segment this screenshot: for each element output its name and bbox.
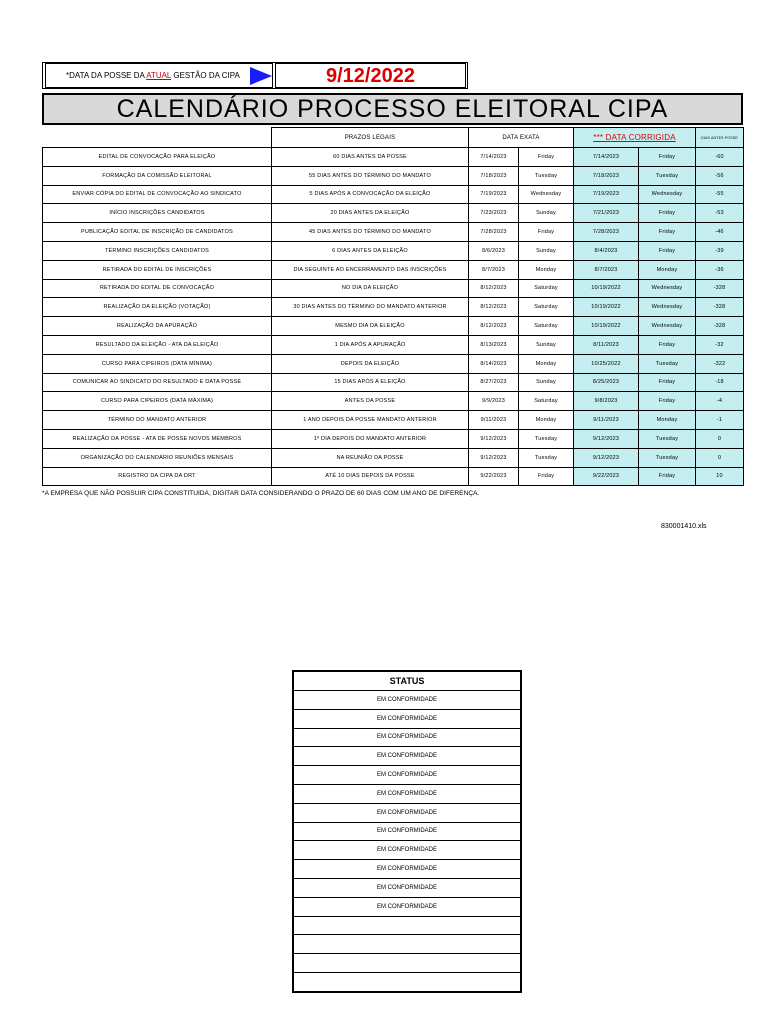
table-row (43, 411, 744, 430)
table-header-row (43, 128, 744, 148)
weekday-cell[interactable]: Sunday (519, 373, 574, 392)
weekday-corrigido-cell[interactable]: Friday (639, 373, 696, 392)
event-cell[interactable]: FORMAÇÃO DA COMISSÃO ELEITORAL (43, 166, 272, 185)
data-corrigida-cell[interactable]: 10/19/2022 (574, 279, 639, 298)
status-cell[interactable] (293, 916, 521, 935)
weekday-cell[interactable]: Wednesday (519, 185, 574, 204)
data-exata-cell[interactable]: 9/11/2023 (469, 411, 519, 430)
status-cell[interactable]: EM CONFORMIDADE (293, 803, 521, 822)
status-row (293, 878, 521, 897)
dias-antes-cell[interactable]: -328 (696, 317, 744, 336)
table-row (43, 467, 744, 486)
calendar-table (42, 127, 744, 486)
data-corrigida-cell[interactable]: 8/25/2023 (574, 373, 639, 392)
data-corrigida-cell[interactable]: 7/19/2023 (574, 185, 639, 204)
table-row (43, 260, 744, 279)
table-row (43, 317, 744, 336)
dias-antes-cell[interactable]: -53 (696, 204, 744, 223)
weekday-corrigido-cell[interactable]: Wednesday (639, 317, 696, 336)
data-exata-cell[interactable]: 8/13/2023 (469, 335, 519, 354)
data-exata-cell[interactable]: 7/23/2023 (469, 204, 519, 223)
status-cell[interactable] (293, 954, 521, 973)
prazo-cell[interactable]: 1º DIA DEPOIS DO MANDATO ANTERIOR (272, 429, 469, 448)
weekday-cell[interactable]: Tuesday (519, 429, 574, 448)
weekday-cell[interactable]: Monday (519, 411, 574, 430)
data-corrigida-cell[interactable]: 9/8/2023 (574, 392, 639, 411)
prazo-cell[interactable]: 1 DIA APÓS A APURAÇÃO (272, 335, 469, 354)
status-cell[interactable]: EM CONFORMIDADE (293, 822, 521, 841)
prazo-cell[interactable]: 60 DIAS ANTES DA POSSE (272, 148, 469, 167)
data-corrigida-cell[interactable]: 10/19/2022 (574, 298, 639, 317)
data-corrigida-cell[interactable]: 7/14/2023 (574, 148, 639, 167)
prazo-cell[interactable]: 30 DIAS ANTES DO TÉRMINO DO MANDATO ANTERIOR (272, 298, 469, 317)
event-cell[interactable]: PUBLICAÇÃO EDITAL DE INSCRIÇÃO DE CANDIDATOS (43, 223, 272, 242)
weekday-corrigido-cell[interactable]: Friday (639, 467, 696, 486)
dias-antes-cell[interactable]: -4 (696, 392, 744, 411)
prazo-cell[interactable]: 6 DIAS ANTES DA ELEIÇÃO (272, 241, 469, 260)
status-header-row (293, 671, 521, 691)
table-row (43, 448, 744, 467)
prazo-cell[interactable]: NA REUNIÃO DA POSSE (272, 448, 469, 467)
data-corrigida-cell[interactable]: 10/19/2022 (574, 317, 639, 336)
header-dias-antes-posse: DIAS ANTES POSSE (696, 128, 744, 148)
status-cell[interactable]: EM CONFORMIDADE (293, 747, 521, 766)
weekday-cell[interactable]: Tuesday (519, 448, 574, 467)
data-exata-cell[interactable]: 7/14/2023 (469, 148, 519, 167)
event-cell[interactable]: REGISTRO DA CIPA DA DRT (43, 467, 272, 486)
data-corrigida-cell[interactable]: 10/25/2022 (574, 354, 639, 373)
header-blank-cell (43, 128, 272, 148)
weekday-corrigido-cell[interactable]: Friday (639, 241, 696, 260)
status-row (293, 766, 521, 785)
table-row (43, 166, 744, 185)
status-cell[interactable] (293, 972, 521, 991)
header-prazos: PRAZOS LEGAIS (272, 128, 469, 148)
data-exata-cell[interactable]: 7/19/2023 (469, 185, 519, 204)
event-cell[interactable]: REALIZAÇÃO DA POSSE - ATA DE POSSE NOVOS MEMBROS (43, 429, 272, 448)
weekday-cell[interactable]: Tuesday (519, 166, 574, 185)
data-exata-cell[interactable]: 9/22/2023 (469, 467, 519, 486)
status-row (293, 935, 521, 954)
status-cell[interactable]: EM CONFORMIDADE (293, 784, 521, 803)
status-row (293, 691, 521, 710)
status-cell[interactable]: EM CONFORMIDADE (293, 897, 521, 916)
table-row (43, 429, 744, 448)
dias-antes-cell[interactable]: -36 (696, 260, 744, 279)
arrow-right-icon (250, 67, 272, 85)
table-row (43, 185, 744, 204)
prazo-cell[interactable]: ANTES DA POSSE (272, 392, 469, 411)
prazo-cell[interactable]: DIA SEGUINTE AO ENCERRAMENTO DAS INSCRIÇÕES (272, 260, 469, 279)
prazo-cell[interactable]: NO DIA DA ELEIÇÃO (272, 279, 469, 298)
event-cell[interactable]: CURSO PARA CIPEIROS (DATA MÁXIMA) (43, 392, 272, 411)
event-cell[interactable]: ORGANIZAÇÃO DO CALENDÁRIO REUNIÕES MENSAIS (43, 448, 272, 467)
weekday-corrigido-cell[interactable]: Friday (639, 223, 696, 242)
data-exata-cell[interactable]: 8/27/2023 (469, 373, 519, 392)
data-exata-cell[interactable]: 9/12/2023 (469, 429, 519, 448)
data-exata-cell[interactable]: 9/9/2023 (469, 392, 519, 411)
header-data-corrigida: *** DATA CORRIGIDA (574, 128, 696, 148)
dias-antes-cell[interactable]: -56 (696, 166, 744, 185)
weekday-corrigido-cell[interactable]: Wednesday (639, 279, 696, 298)
status-table (292, 670, 522, 993)
event-cell[interactable]: RESULTADO DA ELEIÇÃO - ATA DA ELEIÇÃO (43, 335, 272, 354)
dias-antes-cell[interactable]: -328 (696, 279, 744, 298)
weekday-corrigido-cell[interactable]: Wednesday (639, 298, 696, 317)
data-exata-cell[interactable]: 7/18/2023 (469, 166, 519, 185)
data-exata-cell[interactable]: 8/12/2023 (469, 298, 519, 317)
data-corrigida-cell[interactable]: 8/7/2023 (574, 260, 639, 279)
event-cell[interactable]: COMUNICAR AO SINDICATO DO RESULTADO E DATA POSSE (43, 373, 272, 392)
weekday-cell[interactable]: Monday (519, 260, 574, 279)
data-corrigida-cell[interactable]: 7/18/2023 (574, 166, 639, 185)
event-cell[interactable]: EDITAL DE CONVOCAÇÃO PARA ELEIÇÃO (43, 148, 272, 167)
data-corrigida-cell[interactable]: 7/28/2023 (574, 223, 639, 242)
prazo-cell[interactable]: 1 ANO DEPOIS DA POSSE MANDATO ANTERIOR (272, 411, 469, 430)
weekday-corrigido-cell[interactable]: Friday (639, 204, 696, 223)
status-row (293, 897, 521, 916)
prazo-cell[interactable]: 15 DIAS APÓS A ELEIÇÃO (272, 373, 469, 392)
posse-date-value[interactable]: 9/12/2022 (275, 63, 466, 88)
status-row (293, 841, 521, 860)
status-row (293, 822, 521, 841)
status-cell[interactable]: EM CONFORMIDADE (293, 841, 521, 860)
dias-antes-cell[interactable]: -328 (696, 298, 744, 317)
prazo-cell[interactable]: 5 DIAS APÓS A CONVOCAÇÃO DA ELEIÇÃO (272, 185, 469, 204)
weekday-corrigido-cell[interactable]: Wednesday (639, 185, 696, 204)
table-row (43, 279, 744, 298)
dias-antes-cell[interactable]: -39 (696, 241, 744, 260)
posse-label-prefix: *DATA DA POSSE DA (66, 71, 147, 80)
weekday-corrigido-cell[interactable]: Friday (639, 148, 696, 167)
status-cell[interactable]: EM CONFORMIDADE (293, 860, 521, 879)
prazo-cell[interactable]: 55 DIAS ANTES DO TÉRMINO DO MANDATO (272, 166, 469, 185)
status-row (293, 784, 521, 803)
data-corrigida-cell[interactable]: 9/12/2023 (574, 429, 639, 448)
event-cell[interactable]: REALIZAÇÃO DA ELEIÇÃO (VOTAÇÃO) (43, 298, 272, 317)
status-row (293, 747, 521, 766)
table-row (43, 241, 744, 260)
dias-antes-cell[interactable]: -55 (696, 185, 744, 204)
weekday-corrigido-cell[interactable]: Tuesday (639, 429, 696, 448)
data-corrigida-cell[interactable]: 7/21/2023 (574, 204, 639, 223)
weekday-cell[interactable]: Friday (519, 223, 574, 242)
event-cell[interactable]: TÉRMINO INSCRIÇÕES CANDIDATOS (43, 241, 272, 260)
data-exata-cell[interactable]: 7/28/2023 (469, 223, 519, 242)
status-row (293, 860, 521, 879)
weekday-cell[interactable]: Sunday (519, 204, 574, 223)
status-cell[interactable]: EM CONFORMIDADE (293, 766, 521, 785)
event-cell[interactable]: INÍCIO INSCRIÇÕES CANDIDATOS (43, 204, 272, 223)
posse-label-suffix: GESTÃO DA CIPA (171, 71, 240, 80)
dias-antes-cell[interactable]: 10 (696, 467, 744, 486)
weekday-cell[interactable]: Friday (519, 148, 574, 167)
event-cell[interactable]: RETIRADA DO EDITAL DE INSCRIÇÕES (43, 260, 272, 279)
status-row (293, 954, 521, 973)
data-exata-cell[interactable]: 8/7/2023 (469, 260, 519, 279)
dias-antes-cell[interactable]: -32 (696, 335, 744, 354)
status-cell[interactable]: EM CONFORMIDADE (293, 709, 521, 728)
dias-antes-cell[interactable]: -60 (696, 148, 744, 167)
page-title: CALENDÁRIO PROCESSO ELEITORAL CIPA (42, 93, 743, 125)
event-cell[interactable]: REALIZAÇÃO DA APURAÇÃO (43, 317, 272, 336)
table-row (43, 392, 744, 411)
data-exata-cell[interactable]: 8/12/2023 (469, 317, 519, 336)
status-cell[interactable] (293, 935, 521, 954)
table-row (43, 204, 744, 223)
weekday-cell[interactable]: Saturday (519, 279, 574, 298)
dias-antes-cell[interactable]: -46 (696, 223, 744, 242)
header-data-exata: DATA EXATA (469, 128, 574, 148)
weekday-corrigido-cell[interactable]: Monday (639, 411, 696, 430)
table-row (43, 148, 744, 167)
data-exata-cell[interactable]: 8/14/2023 (469, 354, 519, 373)
data-corrigida-cell[interactable]: 8/11/2023 (574, 335, 639, 354)
status-cell[interactable]: EM CONFORMIDADE (293, 691, 521, 710)
footnote: *A EMPRESA QUE NÃO POSSUIR CIPA CONSTITUIDA, DIGITAR DATA CONSIDERANDO O PRAZO DE 60 DIAS COM UM ANO DE DIFERENÇA. (42, 490, 480, 497)
data-corrigida-cell[interactable]: 8/4/2023 (574, 241, 639, 260)
table-row (43, 373, 744, 392)
status-row (293, 728, 521, 747)
weekday-corrigido-cell[interactable]: Monday (639, 260, 696, 279)
data-corrigida-cell[interactable]: 9/22/2023 (574, 467, 639, 486)
table-row (43, 298, 744, 317)
prazo-cell[interactable]: ATÉ 10 DIAS DEPOIS DA POSSE (272, 467, 469, 486)
dias-antes-cell[interactable]: 0 (696, 448, 744, 467)
posse-date-box (42, 62, 468, 89)
weekday-corrigido-cell[interactable]: Friday (639, 335, 696, 354)
weekday-cell[interactable]: Saturday (519, 317, 574, 336)
weekday-corrigido-cell[interactable]: Tuesday (639, 166, 696, 185)
dias-antes-cell[interactable]: -322 (696, 354, 744, 373)
table-row (43, 223, 744, 242)
prazo-cell[interactable]: MESMO DIA DA ELEIÇÃO (272, 317, 469, 336)
status-row (293, 709, 521, 728)
prazo-cell[interactable]: 45 DIAS ANTES DO TÉRMINO DO MANDATO (272, 223, 469, 242)
table-row (43, 354, 744, 373)
status-header: STATUS (293, 671, 521, 691)
weekday-corrigido-cell[interactable]: Tuesday (639, 354, 696, 373)
weekday-cell[interactable]: Saturday (519, 392, 574, 411)
event-cell[interactable]: ENVIAR CÓPIA DO EDITAL DE CONVOCAÇÃO AO SINDICATO (43, 185, 272, 204)
prazo-cell[interactable]: DEPOIS DA ELEIÇÃO (272, 354, 469, 373)
status-cell[interactable]: EM CONFORMIDADE (293, 728, 521, 747)
data-exata-cell[interactable]: 8/12/2023 (469, 279, 519, 298)
dias-antes-cell[interactable]: 0 (696, 429, 744, 448)
prazo-cell[interactable]: 20 DIAS ANTES DA ELEIÇÃO (272, 204, 469, 223)
posse-date-label (45, 63, 273, 88)
status-row (293, 803, 521, 822)
weekday-cell[interactable]: Sunday (519, 241, 574, 260)
data-corrigida-cell[interactable]: 9/12/2023 (574, 448, 639, 467)
weekday-cell[interactable]: Monday (519, 354, 574, 373)
weekday-cell[interactable]: Friday (519, 467, 574, 486)
dias-antes-cell[interactable]: -18 (696, 373, 744, 392)
weekday-corrigido-cell[interactable]: Friday (639, 392, 696, 411)
data-exata-cell[interactable]: 9/12/2023 (469, 448, 519, 467)
table-row (43, 335, 744, 354)
event-cell[interactable]: CURSO PARA CIPEIROS (DATA MÍNIMA) (43, 354, 272, 373)
data-exata-cell[interactable]: 8/6/2023 (469, 241, 519, 260)
data-corrigida-cell[interactable]: 9/11/2023 (574, 411, 639, 430)
posse-label-highlight: ATUAL (146, 71, 172, 80)
event-cell[interactable]: RETIRADA DO EDITAL DE CONVOCAÇÃO (43, 279, 272, 298)
status-cell[interactable]: EM CONFORMIDADE (293, 878, 521, 897)
status-row (293, 916, 521, 935)
weekday-cell[interactable]: Saturday (519, 298, 574, 317)
file-reference: 830001410.xls (661, 523, 707, 528)
event-cell[interactable]: TÉRMINO DO MANDATO ANTERIOR (43, 411, 272, 430)
dias-antes-cell[interactable]: -1 (696, 411, 744, 430)
status-row (293, 972, 521, 991)
weekday-cell[interactable]: Sunday (519, 335, 574, 354)
weekday-corrigido-cell[interactable]: Tuesday (639, 448, 696, 467)
